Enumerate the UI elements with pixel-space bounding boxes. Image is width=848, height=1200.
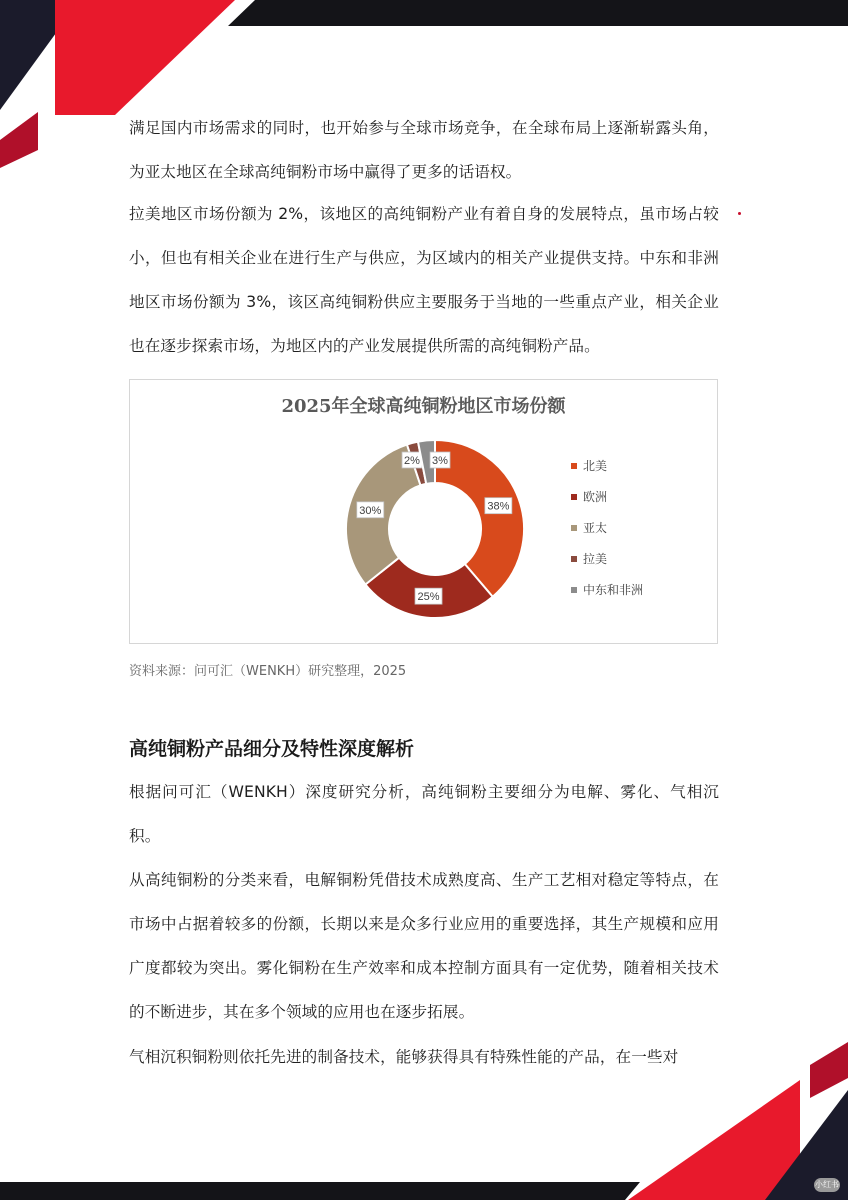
legend-item (571, 481, 711, 512)
top-dark-bar (228, 0, 848, 26)
legend-swatch (571, 587, 577, 593)
paragraph-vapor-deposition: 气相沉积铜粉则依托先进的制备技术，能够获得具有特殊性能的产品，在一些对 (129, 1048, 679, 1066)
data-label-1 (485, 498, 512, 514)
legend-label: 拉美 (583, 552, 608, 566)
data-label-text: 3% (432, 455, 448, 467)
legend-item (571, 450, 711, 481)
data-label-text: 38% (487, 500, 510, 513)
legend-item (571, 512, 711, 543)
section-title: 高纯铜粉产品细分及特性深度解析 (129, 738, 415, 760)
market-share-chart (129, 379, 718, 644)
legend-swatch (571, 463, 577, 469)
legend-item (571, 543, 711, 574)
paragraph-latam-mea: 拉美地区市场份额为 2%，该地区的高纯铜粉产业有着自身的发展特点，虽市场占较小，但也有相关企业在进行生产与供应，为区域内的相关产业提供支持。中东和非洲地区市场份额为 3%，该区高纯铜粉供应主要服务于当地的一些重点产业，相关企业也在逐步探索市场，为地区内的产业发展提供所需的高纯铜粉产品。 (129, 205, 719, 355)
data-label-text: 25% (417, 591, 440, 604)
watermark-logo: 小红书 (814, 1178, 840, 1192)
bottom-right-red-shape (628, 1080, 800, 1200)
data-label-text: 2% (404, 455, 420, 467)
legend-swatch (571, 556, 577, 562)
legend-label: 北美 (583, 459, 608, 473)
legend-swatch (571, 494, 577, 500)
chart-title: 2025年全球高纯铜粉地区市场份额 (281, 396, 566, 417)
bottom-right-dark-red-shape (810, 1042, 848, 1098)
legend-item (571, 574, 711, 605)
legend-label: 亚太 (583, 521, 608, 535)
data-label-text: 30% (359, 504, 382, 517)
legend-label: 欧洲 (583, 490, 608, 504)
chart-legend (571, 450, 711, 605)
bottom-dark-bar (0, 1182, 640, 1200)
data-label-5 (430, 452, 450, 468)
source-note: 资料来源：问可汇（WENKH）研究整理，2025 (129, 664, 407, 679)
paragraph-electrolytic-atomized: 从高纯铜粉的分类来看，电解铜粉凭借技术成熟度高、生产工艺相对稳定等特点，在市场中占据着较多的份额，长期以来是众多行业应用的重要选择，其生产规模和应用广度都较为突出。雾化铜粉在生产效率和成本控制方面具有一定优势，随着相关技术的不断进步，其在多个领域的应用也在逐步拓展。 (129, 871, 719, 1021)
data-label-2 (415, 588, 442, 604)
red-dot-mark (738, 212, 741, 215)
top-left-dark-red-shape (0, 112, 38, 168)
top-left-red-shape (55, 0, 235, 115)
legend-swatch (571, 525, 577, 531)
paragraph-asia-pacific: 满足国内市场需求的同时，也开始参与全球市场竞争，在全球布局上逐渐崭露头角，为亚太地区在全球高纯铜粉市场中赢得了更多的话语权。 (129, 119, 719, 181)
paragraph-classification: 根据问可汇（WENKH）深度研究分析，高纯铜粉主要细分为电解、雾化、气相沉积。 (129, 783, 719, 845)
legend-label: 中东和非洲 (583, 583, 644, 597)
data-label-4 (402, 452, 422, 468)
data-label-3 (357, 502, 384, 518)
